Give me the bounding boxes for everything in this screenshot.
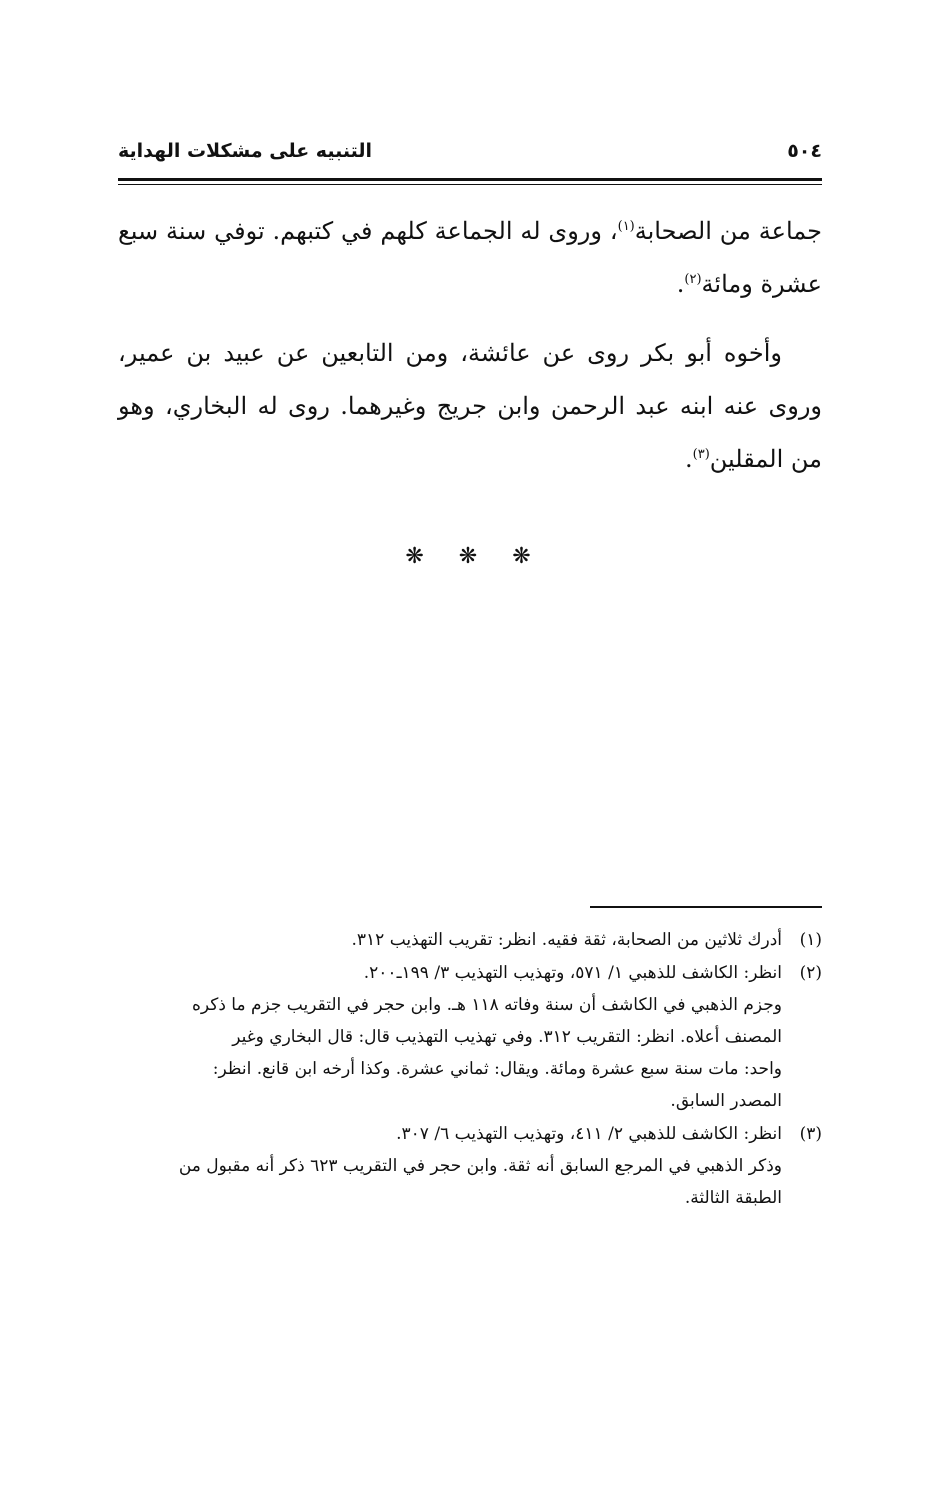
footnote-1 <box>118 924 822 956</box>
footnote-3-line <box>118 1118 822 1150</box>
footnote-2 <box>118 957 822 1117</box>
footnote-3-number: (٣) <box>799 1124 822 1144</box>
footnotes <box>118 924 822 1215</box>
paragraph-2-text-a: وأخوه أبو بكر روى عن عائشة، ومن التابعين عن عبيد بن عمير، وروى عنه ابنه عبد الرحمن وابن جريج وغيرهما. روى له البخاري، وهو من المقلين <box>118 339 822 473</box>
paragraph-1-text-a: جماعة من الصحابة <box>634 217 822 245</box>
page-number: ٥٠٤ <box>787 140 822 162</box>
footnote-ref-3: (٣) <box>692 447 710 462</box>
footnote-ref-1: (١) <box>617 219 635 234</box>
footnote-3-continuation <box>118 1150 822 1214</box>
footnote-2-cont-line: واحد: مات سنة سبع عشرة ومائة. ويقال: ثماني عشرة. وكذا أرخه ابن قانع. انظر: <box>212 1059 782 1079</box>
footnote-2-number: (٢) <box>799 963 822 983</box>
paragraph-1-text-c: . <box>676 270 685 298</box>
footnote-2-line <box>118 957 822 989</box>
paragraph-1 <box>118 205 822 311</box>
paragraph-2 <box>118 327 822 486</box>
section-separator: ❋ ❋ ❋ <box>405 544 545 569</box>
footnote-1-number: (١) <box>799 930 822 950</box>
footnote-3-cont-line: وذكر الذهبي في المرجع السابق أنه ثقة. وابن حجر في التقريب ٦٢٣ ذكر أنه مقبول من <box>178 1156 782 1176</box>
footnote-2-cont-line: المصنف أعلاه. انظر: التقريب ٣١٢. وفي تهذيب التهذيب قال: قال البخاري وغير <box>232 1027 782 1047</box>
footnote-1-text: أدرك ثلاثين من الصحابة، ثقة فقيه. انظر: تقريب التهذيب ٣١٢. <box>351 930 782 950</box>
footnote-3-cont-line: الطبقة الثالثة. <box>684 1188 782 1208</box>
footnote-3 <box>118 1118 822 1214</box>
paragraph-1-text-b: ، وروى له الجماعة كلهم في كتبهم. توفي سنة سبع عشرة ومائة <box>118 217 822 298</box>
running-title: التنبيه على مشكلات الهداية <box>118 140 372 162</box>
paragraph-2-text-b: . <box>685 445 693 473</box>
running-header <box>118 140 822 174</box>
header-rule-thin <box>118 184 822 185</box>
footnote-3-text: انظر: الكاشف للذهبي ٢/ ٤١١، وتهذيب التهذيب ٦/ ٣٠٧. <box>396 1124 782 1144</box>
footnote-2-cont-line: وجزم الذهبي في الكاشف أن سنة وفاته ١١٨ هـ. وابن حجر في التقريب جزم ما ذكره <box>191 995 782 1015</box>
footnote-2-text: انظر: الكاشف للذهبي ١/ ٥٧١، وتهذيب التهذيب ٣/ ١٩٩ـ٢٠٠. <box>363 963 782 983</box>
footnote-rule <box>590 906 822 908</box>
footnote-ref-2: (٢) <box>684 272 702 287</box>
main-text <box>118 205 822 486</box>
footnote-1-line <box>118 924 822 956</box>
header-rule-thick <box>118 178 822 181</box>
footnote-2-continuation <box>118 989 822 1117</box>
footnote-2-cont-line: المصدر السابق. <box>670 1091 782 1111</box>
